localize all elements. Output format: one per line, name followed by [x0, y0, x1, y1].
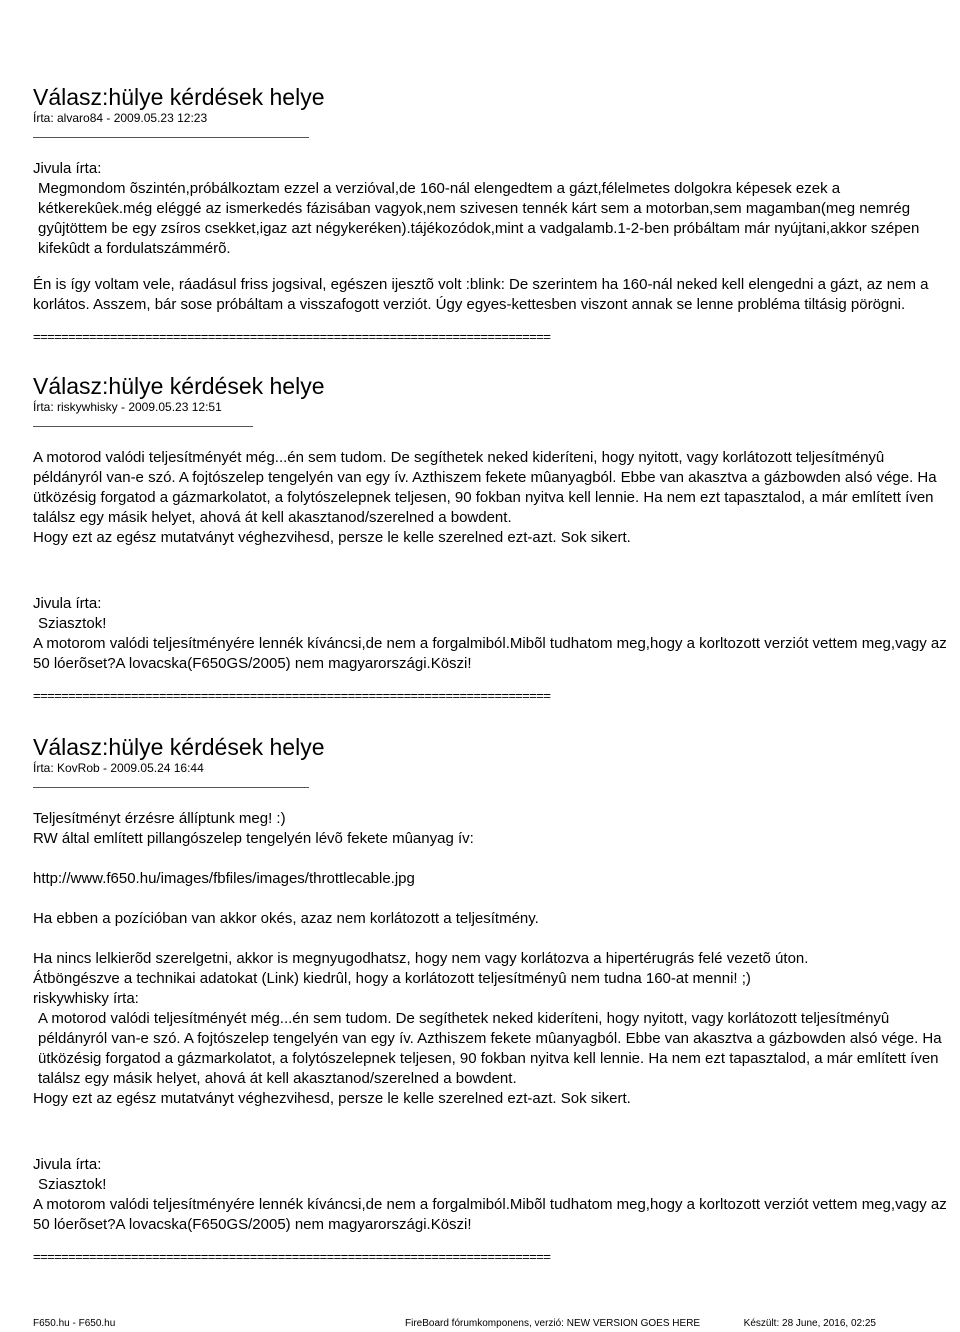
forum-thread: [33, 84, 957, 1265]
footer-software: FireBoard fórumkomponens, verzió: NEW VERSION GOES HERE: [405, 1318, 701, 1329]
post-body: Hogy ezt az egész mutatványt véghezvihesd, persze le kelle szerelned ezt-azt. Sok sikert.: [33, 529, 631, 546]
post-title: Válasz:hülye kérdések helye: [33, 84, 325, 110]
separator: ==========================================================================: [33, 1249, 551, 1264]
quote-text: A motorom valódi teljesítményére lennék kíváncsi,de nem a forgalmiból.Mibõl tudhatom meg,hogy a korltozott verziót vettem meg,vagy az 50 lóerõset?A lovacska(F650GS/2005) nem magyarországi.Köszi!: [33, 635, 947, 672]
quote-greeting: Sziasztok!: [38, 615, 107, 632]
divider: [33, 787, 309, 788]
image-link[interactable]: http://www.f650.hu/images/fbfiles/images/throttlecable.jpg: [33, 870, 415, 887]
quote-text: Megmondom õszintén,próbálkoztam ezzel a verzióval,de 160-nál elengedtem a gázt,félelmetes dolgokra képesek ezek a kétkerekûek.még eléggé az ismerkedés fázisában vagyok,nem szivesen tennék kárt sem a motorban,sem magamban(meg nemrég gyûjtöttem be egy zsíros csekket,igaz azt négykeréken).tájékozódok,mint a vadgalamb.1-2-ben próbáltam már nyújtani,akkor szépen kifekûdt a fordulatszámmérõ.: [38, 180, 920, 257]
separator: ==========================================================================: [33, 329, 551, 344]
quote-greeting: Sziasztok!: [38, 1176, 107, 1193]
quote-label: Jivula írta:: [33, 1156, 102, 1173]
quote-text: Hogy ezt az egész mutatványt véghezvihesd, persze le kelle szerelned ezt-azt. Sok sikert.: [33, 1090, 631, 1107]
quote-label: Jivula írta:: [33, 595, 102, 612]
quote-label: riskywhisky írta:: [33, 990, 139, 1007]
quote-text: A motorod valódi teljesítményét még...én sem tudom. De segíthetek neked kideríteni, hogy nyitott, vagy korlátozott teljesítményû példányról van-e szó. A fojtószelep tengelyén van egy ív. Azthiszem fekete mûanyagból. Ebbe van akasztva a gázbowden alsó vége. Ha ütközésig forgatod a gázmarkolatot, a folytószelepnek teljesen, 90 fokban nyitva kell lennie. Ha nem ezt tapasztalod, a már említett íven találsz egy másik helyet, ahová át kell akasztanod/szerelned a bowdent.: [38, 1010, 942, 1087]
post-meta: Írta: KovRob - 2009.05.24 16:44: [33, 761, 204, 775]
post-body: RW által említett pillangószelep tengelyén lévõ fekete mûanyag ív:: [33, 830, 474, 847]
post-title: Válasz:hülye kérdések helye: [33, 734, 325, 760]
divider: [33, 137, 309, 138]
footer-generated: Készült: 28 June, 2016, 02:25: [743, 1318, 876, 1329]
post-meta: Írta: alvaro84 - 2009.05.23 12:23: [33, 111, 208, 125]
separator: ==========================================================================: [33, 688, 551, 703]
post-body: Teljesítményt érzésre állíptunk meg! :): [33, 810, 286, 827]
quote-label: Jivula írta:: [33, 160, 102, 177]
quote-text: A motorom valódi teljesítményére lennék kíváncsi,de nem a forgalmiból.Mibõl tudhatom meg,hogy a korltozott verziót vettem meg,vagy az 50 lóerõset?A lovacska(F650GS/2005) nem magyarországi.Köszi!: [33, 1196, 947, 1233]
post-body: Átböngészve a technikai adatokat (Link) kiedrûl, hogy a korlátozott teljesítményû nem tudna 160-at menni! ;): [33, 970, 751, 987]
post-2: [33, 373, 957, 704]
footer-site: F650.hu - F650.hu: [33, 1318, 116, 1329]
post-body: A motorod valódi teljesítményét még...én sem tudom. De segíthetek neked kideríteni, hogy nyitott, vagy korlátozott teljesítményû példányról van-e szó. A fojtószelep tengelyén van egy ív. Azthiszem fekete mûanyagból. Ebbe van akasztva a gázbowden alsó vége. Ha ütközésig forgatod a gázmarkolatot, a folytószelepnek teljesen, 90 fokban nyitva kell lennie. Ha nem ezt tapasztalod, a már említett íven találsz egy másik helyet, ahová át kell akasztanod/szerelned a bowdent.: [33, 449, 937, 526]
post-meta: Írta: riskywhisky - 2009.05.23 12:51: [33, 400, 222, 414]
post-title: Válasz:hülye kérdések helye: [33, 373, 325, 399]
post-body: Ha ebben a pozícióban van akkor okés, azaz nem korlátozott a teljesítmény.: [33, 910, 539, 927]
post-body: Ha nincs lelkierõd szerelgetni, akkor is megnyugodhatsz, hogy nem vagy korlátozva a hipertérugrás felé vezetõ úton.: [33, 950, 809, 967]
post-body: Én is így voltam vele, ráadásul friss jogsival, egészen ijesztõ volt :blink: De szerintem ha 160-nál neked kell elengedni a gázt, az nem a korlátos. Asszem, bár sose próbáltam a visszafogott verziót. Úgy egyes-kettesben viszont annak se lenne probléma tiltásig pörögni.: [33, 276, 929, 313]
post-3: [33, 734, 957, 1265]
divider: [33, 426, 253, 427]
page-footer: [33, 1318, 876, 1330]
post-1: [33, 84, 957, 345]
